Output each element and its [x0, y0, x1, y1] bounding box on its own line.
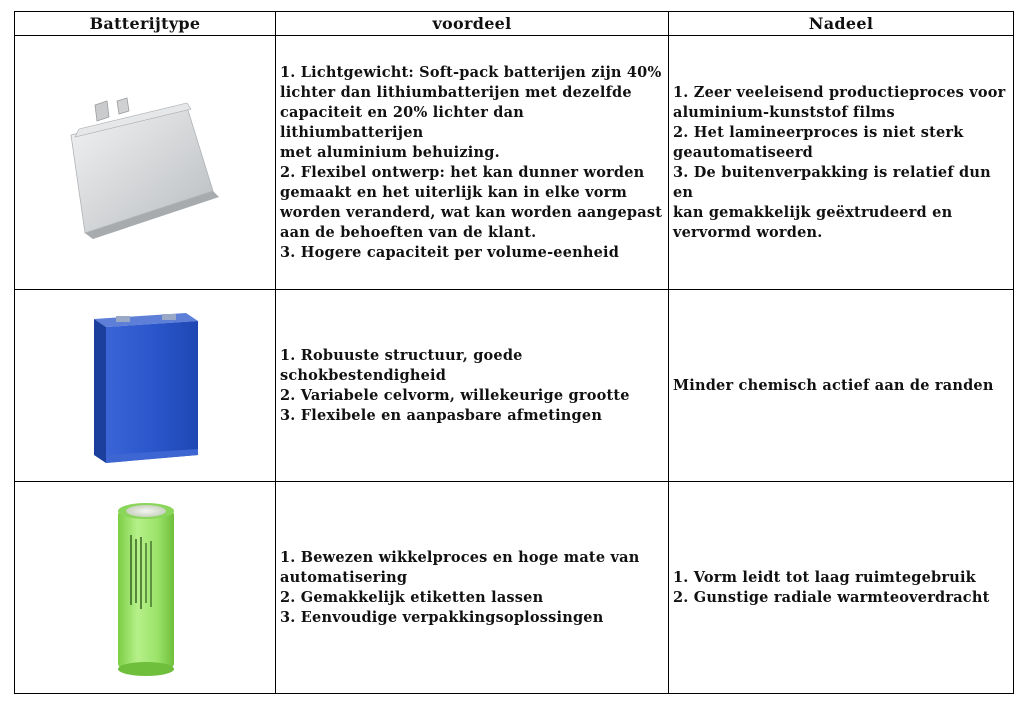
advantage-line: 2. Variabele celvorm, willekeurige grootte	[280, 386, 630, 404]
prismatic-battery-image	[80, 303, 210, 468]
battery-comparison-table	[14, 11, 1014, 694]
advantage-line: 2. Flexibel ontwerp: het kan dunner worden	[280, 163, 645, 181]
header-advantage: voordeel	[276, 12, 669, 36]
cylindrical-battery-image	[100, 495, 190, 680]
table-row	[15, 482, 1014, 694]
disadvantage-line: 1. Zeer veeleisend productieproces voor	[673, 83, 1006, 101]
advantage-line: 3. Flexibele en aanpasbare afmetingen	[280, 406, 603, 424]
advantage-cell	[276, 36, 669, 290]
advantage-line: 2. Gemakkelijk etiketten lassen	[280, 588, 544, 606]
advantage-line: worden veranderd, wat kan worden aangepast	[280, 203, 663, 221]
battery-image-cell	[15, 290, 276, 482]
battery-comparison-table-wrapper	[14, 11, 1013, 693]
advantage-line: gemaakt en het uiterlijk kan in elke vorm	[280, 183, 628, 201]
advantage-line: automatisering	[280, 568, 408, 586]
header-battery-type: Batterijtype	[15, 12, 276, 36]
disadvantage-line: 3. De buitenverpakking is relatief dun en	[673, 163, 991, 201]
table-row	[15, 36, 1014, 290]
table-header-row	[15, 12, 1014, 36]
advantage-cell	[276, 290, 669, 482]
advantage-cell	[276, 482, 669, 694]
advantage-line: 1. Bewezen wikkelproces en hoge mate van	[280, 548, 640, 566]
disadvantage-line: Minder chemisch actief aan de randen	[673, 376, 994, 394]
table-row	[15, 290, 1014, 482]
advantage-line: 3. Eenvoudige verpakkingsoplossingen	[280, 608, 604, 626]
disadvantage-line: kan gemakkelijk geëxtrudeerd en	[673, 203, 953, 221]
disadvantage-line: aluminium-kunststof films	[673, 103, 895, 121]
disadvantage-cell	[669, 482, 1014, 694]
disadvantage-cell	[669, 36, 1014, 290]
battery-image-cell	[15, 36, 276, 290]
advantage-line: 1. Robuuste structuur, goede	[280, 346, 523, 364]
advantage-line: aan de behoeften van de klant.	[280, 223, 537, 241]
disadvantage-line: 2. Gunstige radiale warmteoverdracht	[673, 588, 990, 606]
pouch-battery-image	[55, 83, 235, 243]
disadvantage-line: 2. Het lamineerproces is niet sterk	[673, 123, 964, 141]
advantage-line: met aluminium behuizing.	[280, 143, 500, 161]
advantage-line: capaciteit en 20% lichter dan lithiumbatterijen	[280, 103, 524, 141]
disadvantage-cell	[669, 290, 1014, 482]
disadvantage-line: vervormd worden.	[673, 223, 823, 241]
advantage-line: schokbestendigheid	[280, 366, 447, 384]
advantage-line: 3. Hogere capaciteit per volume-eenheid	[280, 243, 620, 261]
battery-image-cell	[15, 482, 276, 694]
disadvantage-line: geautomatiseerd	[673, 143, 814, 161]
disadvantage-line: 1. Vorm leidt tot laag ruimtegebruik	[673, 568, 976, 586]
advantage-line: 1. Lichtgewicht: Soft-pack batterijen zijn 40%	[280, 63, 662, 81]
advantage-line: lichter dan lithiumbatterijen met dezelfde	[280, 83, 632, 101]
header-disadvantage: Nadeel	[669, 12, 1014, 36]
